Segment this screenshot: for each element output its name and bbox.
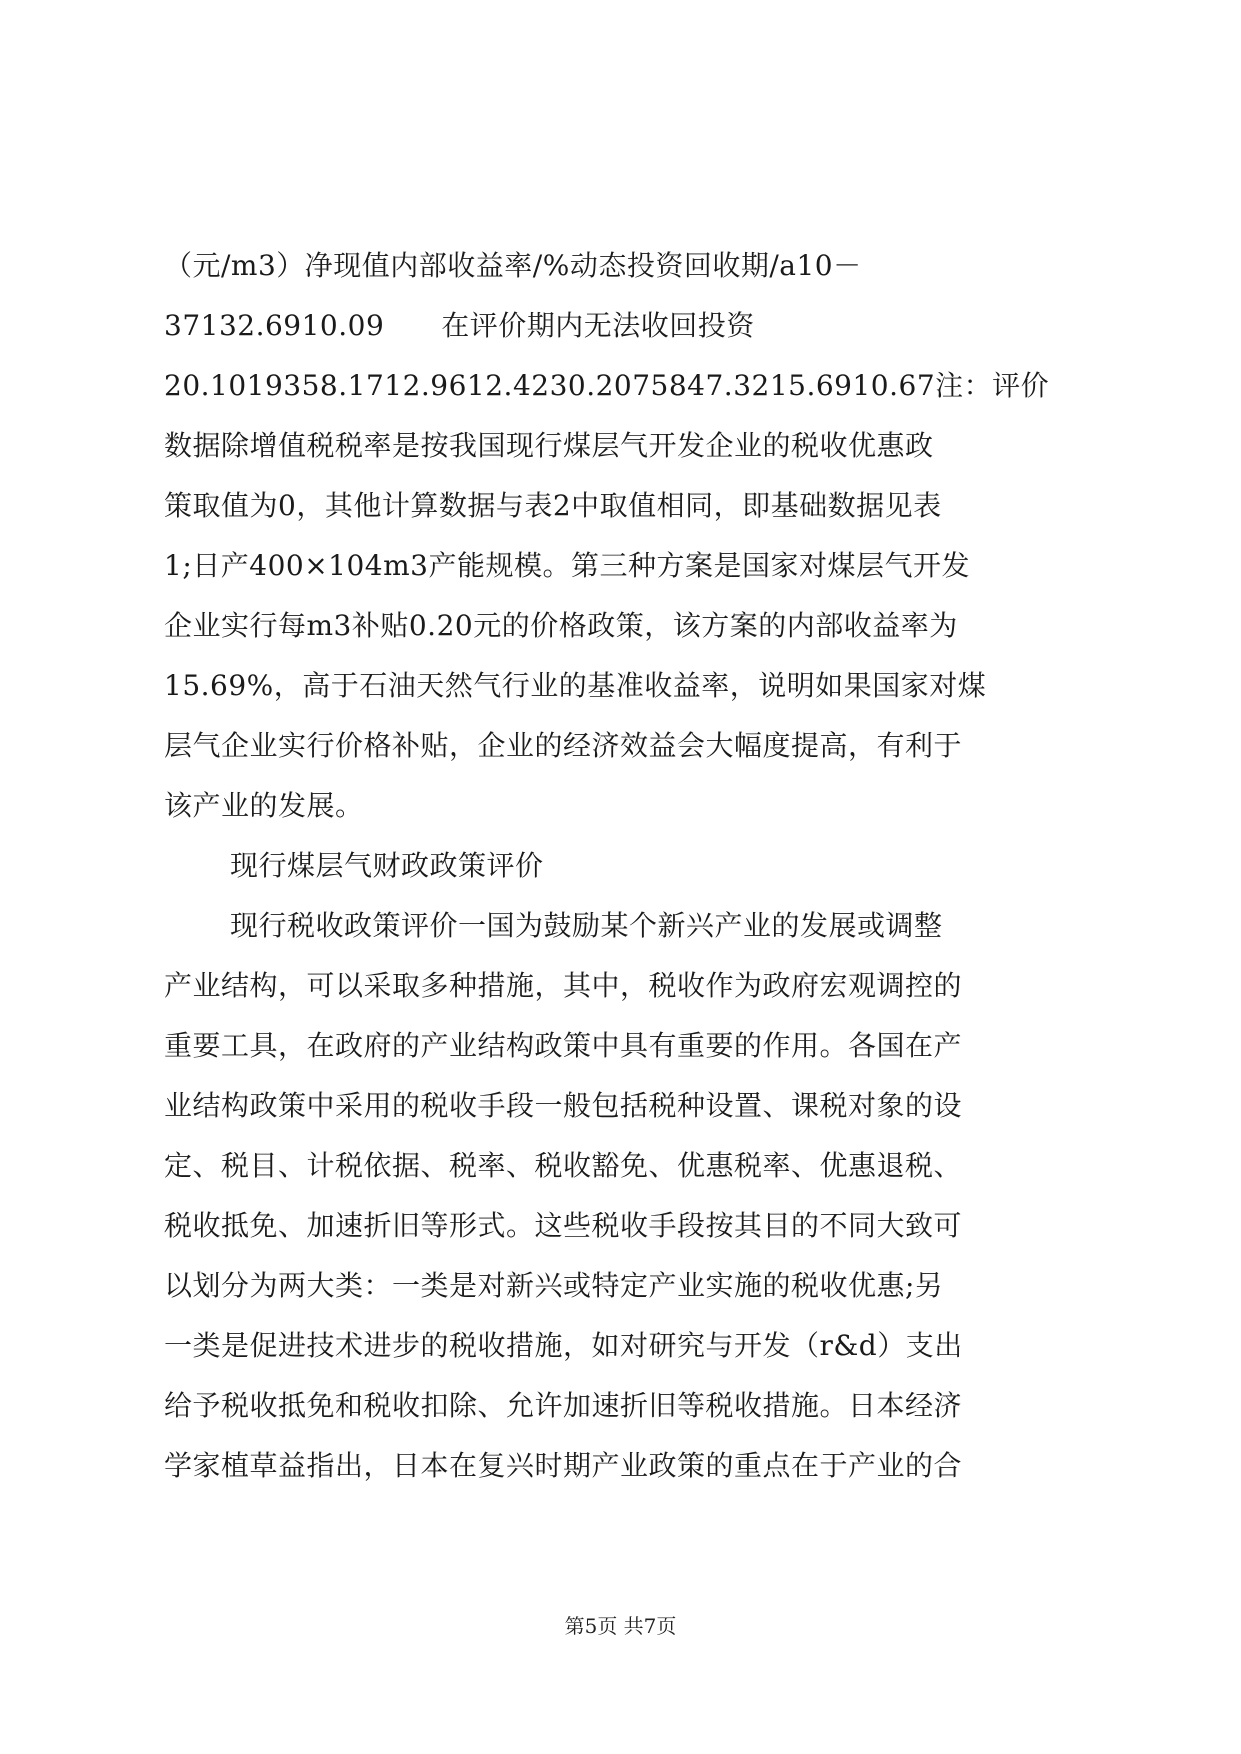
text-line: 给予税收抵免和税收扣除、允许加速折旧等税收措施。日本经济: [164, 1389, 963, 1422]
text-line: 现行税收政策评价一国为鼓励某个新兴产业的发展或调整: [230, 909, 943, 942]
text-line: 以划分为两大类：一类是对新兴或特定产业实施的税收优惠;另: [164, 1269, 944, 1302]
text-line: 数据除增值税税率是按我国现行煤层气开发企业的税收优惠政: [164, 429, 934, 462]
text-line: 产业结构，可以采取多种措施，其中，税收作为政府宏观调控的: [164, 969, 963, 1002]
text-line: 一类是促进技术进步的税收措施，如对研究与开发（r&d）支出: [164, 1329, 963, 1362]
text-line: 重要工具，在政府的产业结构政策中具有重要的作用。各国在产: [164, 1029, 963, 1062]
text-line: 定、税目、计税依据、税率、税收豁免、优惠税率、优惠退税、: [164, 1149, 963, 1182]
text-line: 1;日产400×104m3产能规模。第三种方案是国家对煤层气开发: [164, 549, 970, 582]
text-line: 税收抵免、加速折旧等形式。这些税收手段按其目的不同大致可: [164, 1209, 963, 1242]
text-line: 策取值为0，其他计算数据与表2中取值相同，即基础数据见表: [164, 489, 942, 522]
text-line: 该产业的发展。: [164, 789, 364, 822]
text-line: 学家植草益指出，日本在复兴时期产业政策的重点在于产业的合: [164, 1449, 963, 1482]
text-line: （元/m3）净现值内部收益率/%动态投资回收期/a10－: [164, 249, 862, 282]
body-text: [164, 236, 1081, 1496]
text-line: 企业实行每m3补贴0.20元的价格政策，该方案的内部收益率为: [164, 609, 958, 642]
text-line: 20.1019358.1712.9612.4230.2075847.3215.6910.67注：评价: [164, 369, 1050, 402]
page-number-footer: 第5页 共7页: [564, 1614, 677, 1638]
text-line: 37132.6910.09 在评价期内无法收回投资: [164, 309, 755, 342]
section-heading: 现行煤层气财政政策评价: [230, 849, 544, 882]
text-line: 15.69%，高于石油天然气行业的基准收益率，说明如果国家对煤: [164, 669, 987, 702]
text-line: 层气企业实行价格补贴，企业的经济效益会大幅度提高，有利于: [164, 729, 963, 762]
text-line: 业结构政策中采用的税收手段一般包括税种设置、课税对象的设: [164, 1089, 963, 1122]
